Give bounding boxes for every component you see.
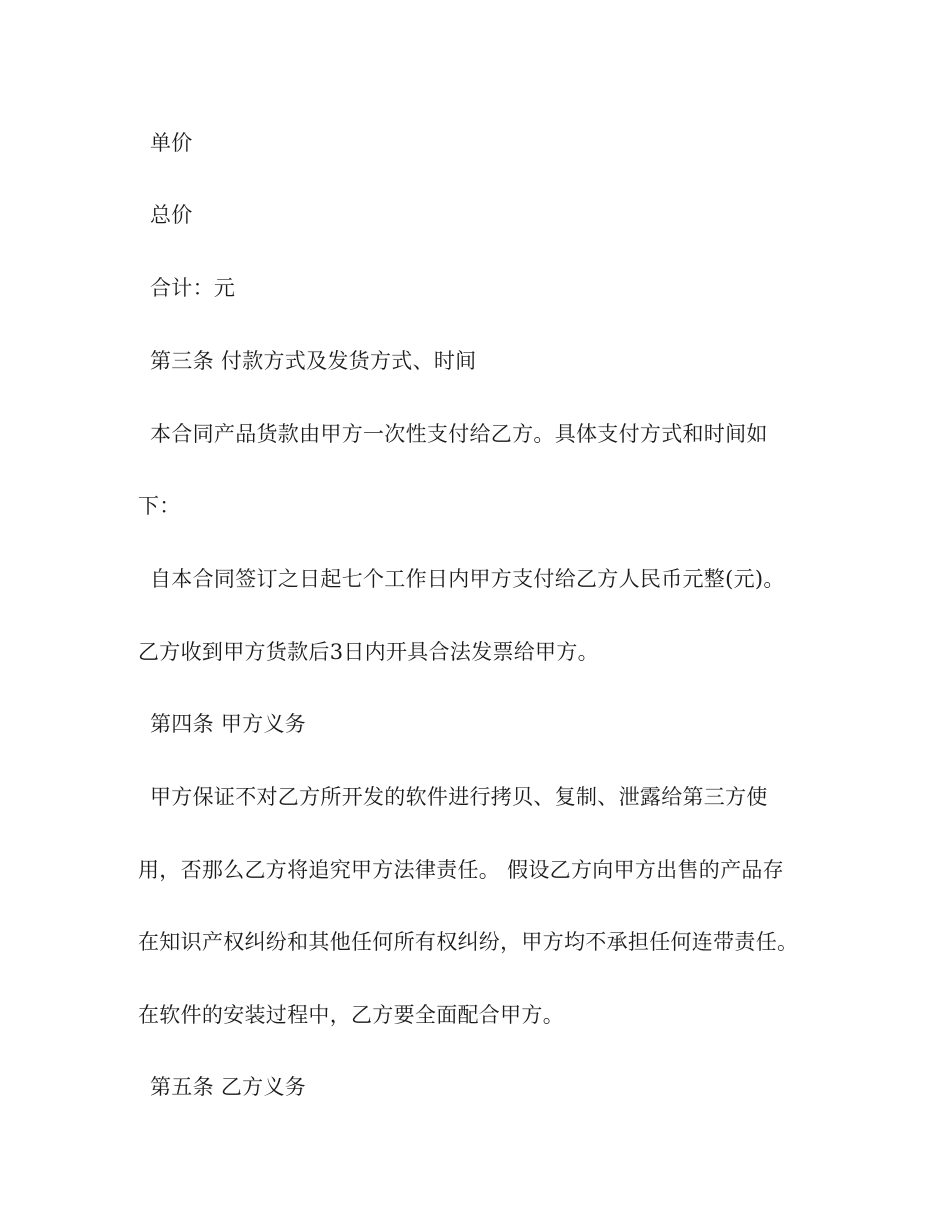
paragraph-line: 在知识产权纠纷和其他任何所有权纠纷，甲方均不承担任何连带责任。 (138, 930, 799, 954)
article-3-heading: 第三条 付款方式及发货方式、时间 (150, 349, 477, 373)
line-unit-price: 单价 (150, 131, 193, 155)
article-5-heading: 第五条 乙方义务 (150, 1075, 307, 1099)
paragraph-line: 本合同产品货款由甲方一次性支付给乙方。具体支付方式和时间如 (150, 422, 768, 446)
paragraph-line: 下： (138, 494, 181, 518)
article-4-heading: 第四条 甲方义务 (150, 712, 307, 736)
paragraph-line: 乙方收到甲方货款后3日内开具合法发票给甲方。 (138, 640, 599, 664)
paragraph-line: 自本合同签订之日起七个工作日内甲方支付给乙方人民币元整(元)。 (150, 567, 785, 591)
paragraph-line: 用，否那么乙方将追究甲方法律责任。 假设乙方向甲方出售的产品存 (138, 858, 784, 882)
line-sum: 合计：元 (150, 276, 236, 300)
paragraph-line: 甲方保证不对乙方所开发的软件进行拷贝、复制、泄露给第三方使 (150, 785, 768, 809)
paragraph-line: 在软件的安装过程中，乙方要全面配合甲方。 (138, 1003, 564, 1027)
line-total-price: 总价 (150, 203, 193, 227)
